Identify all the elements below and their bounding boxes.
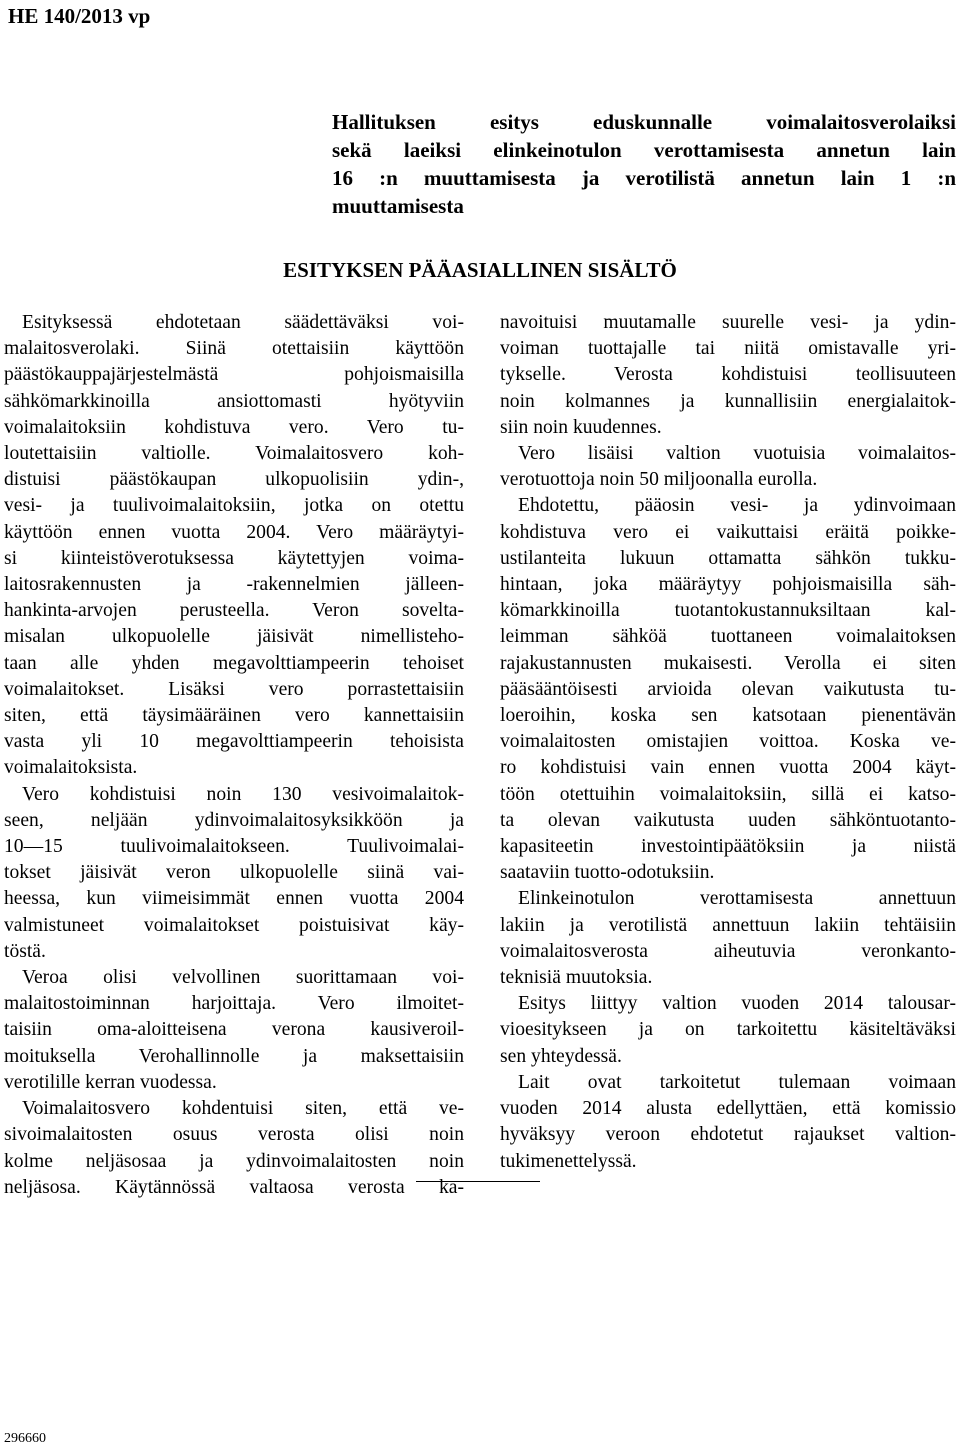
text-line: heessa, kun viimeisimmät ennen vuotta 2004 (4, 888, 464, 910)
text-line: saataviin tuotto-odotuksiin. (500, 862, 715, 884)
text-line: hintaan, joka määräytyy pohjoismaisilla säh- (500, 574, 956, 596)
text-line: vioesitykseen ja on tarkoitettu käsiteltäväksi (500, 1019, 956, 1041)
paragraph (500, 493, 956, 886)
text-line: lakiin ja verotilistä annettuun lakiin tehtäisiin (500, 914, 956, 936)
text-line: loutettaisiin valtiolle. Voimalaitosvero koh- (4, 443, 464, 465)
text-line: loeroihin, koska sen katsotaan pienentävän (500, 705, 956, 727)
text-line: tykselle. Verosta kohdistuisi teollisuuteen (500, 364, 956, 386)
text-line: taan alle yhden megavolttiampeerin tehoiset (4, 652, 464, 674)
text-line: laitosrakennusten ja -rakennelmien jälleen- (4, 574, 464, 596)
text-line: rajakustannusten mukaisesti. Verolla ei siten (500, 652, 956, 674)
text-line: teknisiä muutoksia. (500, 967, 653, 989)
text-line: noin kolmannes ja kunnallisiin energialaitok- (500, 390, 956, 412)
text-line: kohdistuva vero ei vaikuttaisi eräitä poikke- (500, 521, 956, 543)
document-id: HE 140/2013 vp (8, 4, 151, 28)
text-line: Ehdotettu, pääosin vesi- ja ydinvoimaan (518, 495, 956, 517)
text-line: vasta yli 10 megavolttiampeerin tehoisista (4, 731, 464, 753)
text-line: Esityksessä ehdotetaan säädettäväksi voi- (22, 312, 464, 333)
text-line: kömarkkinoilla tuotantokustannuksiltaan kal- (500, 600, 956, 622)
page-number: 296660 (4, 1431, 46, 1446)
text-line: verotuottoja noin 50 miljoonalla eurolla. (500, 469, 818, 491)
section-heading: ESITYKSEN PÄÄASIALLINEN SISÄLTÖ (283, 258, 677, 282)
text-line: voimalaitosverosta aiheutuvia veronkanto- (500, 940, 956, 962)
left-text-column (4, 310, 464, 1201)
text-line: Lait ovat tarkoitetut tulemaan voimaan (518, 1071, 956, 1093)
paragraph (500, 886, 956, 991)
text-line: voiman tuottajalle tai niitä omistavalle yri- (500, 338, 956, 360)
text-line: seen, neljään ydinvoimalaitosyksikköön ja (4, 809, 464, 831)
text-line: sen yhteydessä. (500, 1045, 622, 1067)
paragraph (500, 1070, 956, 1175)
text-line: taisiin oma-aloitteisena verona kausiveroil- (4, 1019, 464, 1041)
paragraph (4, 782, 464, 965)
paragraph (500, 441, 956, 493)
title-line: Hallituksen esitys eduskunnalle voimalaitosverolaiksi (332, 110, 956, 134)
right-text-column (500, 310, 956, 1175)
text-line: voimalaitoksiin kohdistuva vero. Vero tu- (4, 416, 464, 438)
text-line: vesi- ja tuulivoimalaitoksiin, jotka on otettu (4, 495, 464, 517)
text-line: neljäsosa. Käytännössä valtaosa verosta ka- (4, 1176, 464, 1198)
text-line: misalan ulkopuolelle jäisivät nimellisteho- (4, 626, 464, 648)
text-line: töstä. (4, 940, 46, 962)
paragraph (4, 965, 464, 1096)
text-line: moituksella Verohallinnolle ja maksettaisiin (4, 1045, 464, 1067)
text-line: ta olevan vaikutusta uuden sähköntuotanto- (500, 809, 956, 831)
title-line: 16 :n muuttamisesta ja verotilistä annetun lain 1 :n (332, 166, 956, 190)
text-line: ro kohdistuisi vain ennen vuotta 2004 käyt- (500, 757, 956, 779)
text-line: Vero kohdistuisi noin 130 vesivoimalaitok- (22, 783, 464, 805)
text-line: tukimenettelyssä. (500, 1150, 637, 1172)
text-line: tokset jäisivät veron ulkopuolelle siinä vai- (4, 862, 464, 884)
text-line: 10—15 tuulivoimalaitokseen. Tuulivoimalai- (4, 836, 464, 858)
text-line: voimalaitoksista. (4, 757, 138, 779)
text-line: leimman sähköä tuottaneen voimalaitoksen (500, 626, 956, 648)
text-line: kolme neljäsosaa ja ydinvoimalaitosten noin (4, 1150, 464, 1172)
text-line: päästökauppajärjestelmästä pohjoismaisilla (4, 364, 464, 386)
paragraph (4, 310, 464, 782)
text-line: valmistuneet voimalaitokset poistuisivat käy- (4, 914, 464, 936)
paragraph (4, 1096, 464, 1201)
text-line: voimalaitosten omistajien voittoa. Koska ve- (500, 731, 956, 753)
document-title (332, 108, 956, 220)
title-line: muuttamisesta (332, 194, 464, 218)
title-line: sekä laeiksi elinkeinotulon verottamisesta annetun lain (332, 138, 956, 162)
text-line: ustilanteita lukuun ottamatta sähkön tukku- (500, 547, 956, 569)
text-line: malaitosverolaki. Siinä otettaisiin käyttöön (4, 338, 464, 360)
text-line: hyväksyy veroon ehdotetut rajaukset valtion- (500, 1124, 956, 1146)
text-line: si kiinteistöverotuksessa käytettyjen voima- (4, 547, 464, 569)
text-line: Veroa olisi velvollinen suorittamaan voi- (22, 967, 464, 989)
text-line: pääsääntöisesti arvioida olevan vaikutusta tu- (500, 678, 956, 700)
text-line: Vero lisäisi valtion vuotuisia voimalaitos- (518, 443, 956, 465)
text-line: Voimalaitosvero kohdentuisi siten, että ve- (22, 1098, 464, 1120)
text-line: töön otettuihin voimalaitoksiin, sillä ei katso- (500, 783, 956, 805)
text-line: siin noin kuudennes. (500, 416, 662, 438)
text-line: sähkömarkkinoilla ansiottomasti hyötyviin (4, 390, 464, 412)
text-line: vuoden 2014 alusta edellyttäen, että komissio (500, 1098, 956, 1120)
end-of-text-rule (416, 1181, 540, 1182)
text-line: verotilille kerran vuodessa. (4, 1071, 217, 1093)
text-line: malaitostoiminnan harjoittaja. Vero ilmoitet- (4, 993, 464, 1015)
text-line: hankinta-arvojen perusteella. Veron soveltа- (4, 600, 464, 622)
text-line: Esitys liittyy valtion vuoden 2014 talousar- (518, 993, 956, 1015)
text-line: sivoimalaitosten osuus verosta olisi noin (4, 1124, 464, 1146)
text-line: Elinkeinotulon verottamisesta annettuun (518, 888, 956, 910)
text-line: distuisi päästökaupan ulkopuolisiin ydin-, (4, 469, 464, 491)
text-line: siten, että täysimääräinen vero kannettaisiin (4, 705, 464, 727)
text-line: voimalaitokset. Lisäksi vero porrastettaisiin (4, 678, 464, 700)
text-line: navoituisi muutamalle suurelle vesi- ja ydin- (500, 312, 956, 333)
text-line: käyttöön ennen vuotta 2004. Vero määräytyi- (4, 521, 464, 543)
paragraph (500, 310, 956, 441)
text-line: kapasiteetin investointipäätöksiin ja niistä (500, 836, 956, 858)
paragraph (500, 991, 956, 1070)
